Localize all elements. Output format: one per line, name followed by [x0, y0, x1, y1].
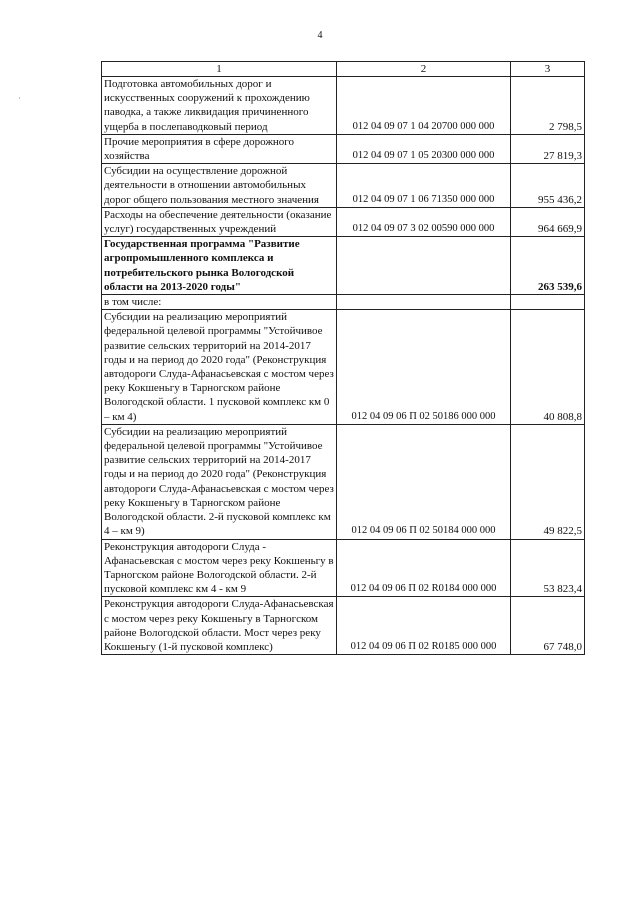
row-code: [337, 237, 511, 295]
table-row: [102, 539, 585, 597]
row-code: 012 04 09 06 П 02 R0185 000 000: [337, 597, 511, 655]
row-code: 012 04 09 06 П 02 50184 000 000: [337, 424, 511, 539]
table-row: [102, 77, 585, 135]
row-description: Государственная программа "Развитие агропромышленного комплекса и потребительского рынка Вологодской области на 2013-2020 годы": [102, 237, 337, 295]
budget-table: [101, 61, 585, 655]
column-header-1: 1: [102, 62, 337, 77]
row-code: 012 04 09 06 П 02 R0184 000 000: [337, 539, 511, 597]
row-description: Субсидии на осуществление дорожной деятельности в отношении автомобильных дорог общего пользования местного значения: [102, 164, 337, 208]
margin-mark: ·: [18, 93, 21, 103]
table-row: [102, 597, 585, 655]
row-amount: [511, 295, 585, 310]
row-description: Реконструкция автодороги Слуда-Афанасьевская с мостом через реку Кокшеньгу в Тарногском районе Вологодской области. Мост через реку Кокшеньгу (1-й пусковой комплекс): [102, 597, 337, 655]
row-description: Субсидии на реализацию мероприятий федеральной целевой программы "Устойчивое развитие сельских территорий на 2014-2017 годы и на период до 2020 года" (Реконструкция автодороги Слуда-Афанасьевская с мостом через реку Кокшеньгу в Тарногском районе Вологодской области. 1 пусковой комплекс км 0 – км 4): [102, 310, 337, 425]
row-description: Подготовка автомобильных дорог и искусственных сооружений к прохождению паводка, а также ликвидация причиненного ущерба в послепаводковый период: [102, 77, 337, 135]
row-code: 012 04 09 07 3 02 00590 000 000: [337, 207, 511, 236]
table-row: [102, 134, 585, 163]
row-code: 012 04 09 07 1 04 20700 000 000: [337, 77, 511, 135]
row-description: Прочие мероприятия в сфере дорожного хозяйства: [102, 134, 337, 163]
table-row: [102, 424, 585, 539]
table-row-program: [102, 237, 585, 295]
table-row: [102, 310, 585, 425]
row-code: 012 04 09 07 1 05 20300 000 000: [337, 134, 511, 163]
page-number: 4: [317, 30, 323, 41]
row-description: Реконструкция автодороги Слуда - Афанасьевская с мостом через реку Кокшеньгу в Тарногском районе Вологодской области. 2-й пусковой комплекс км 4 - км 9: [102, 539, 337, 597]
column-header-2: 2: [337, 62, 511, 77]
row-amount: 67 748,0: [511, 597, 585, 655]
row-description: Субсидии на реализацию мероприятий федеральной целевой программы "Устойчивое развитие сельских территорий на 2014-2017 годы и на период до 2020 года" (Реконструкция автодороги Слуда-Афанасьевская с мостом через реку Кокшеньгу в Тарногском районе Вологодской области. 2-й пусковой комплекс км 4 – км 9): [102, 424, 337, 539]
row-description: в том числе:: [102, 295, 337, 310]
header-row: [102, 62, 585, 77]
table-row: [102, 164, 585, 208]
row-amount: 955 436,2: [511, 164, 585, 208]
row-amount: 53 823,4: [511, 539, 585, 597]
table-row: [102, 207, 585, 236]
column-header-3: 3: [511, 62, 585, 77]
row-amount: 49 822,5: [511, 424, 585, 539]
row-amount: 263 539,6: [511, 237, 585, 295]
row-code: [337, 295, 511, 310]
row-amount: 27 819,3: [511, 134, 585, 163]
row-amount: 40 808,8: [511, 310, 585, 425]
row-amount: 964 669,9: [511, 207, 585, 236]
row-code: 012 04 09 07 1 06 71350 000 000: [337, 164, 511, 208]
row-amount: 2 798,5: [511, 77, 585, 135]
table-row: [102, 295, 585, 310]
table-header: [102, 62, 585, 77]
row-description: Расходы на обеспечение деятельности (оказание услуг) государственных учреждений: [102, 207, 337, 236]
row-code: 012 04 09 06 П 02 50186 000 000: [337, 310, 511, 425]
